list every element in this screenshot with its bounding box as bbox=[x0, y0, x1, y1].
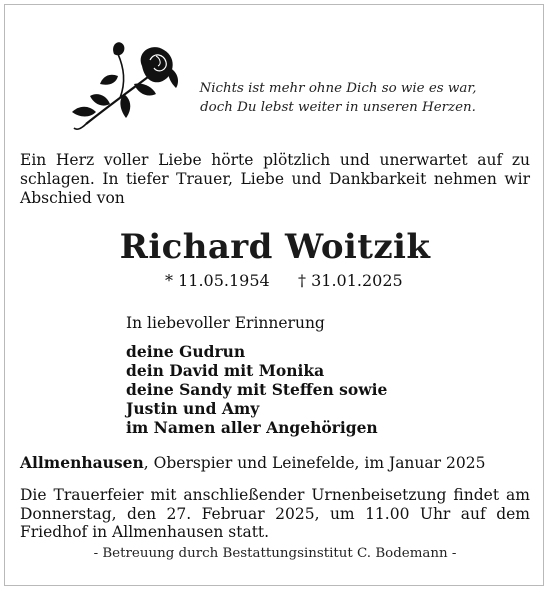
death-date: † 31.01.2025 bbox=[298, 271, 403, 290]
quote-line-2: doch Du lebst weiter in unseren Herzen. bbox=[200, 100, 476, 115]
intro-text: Ein Herz voller Liebe hörte plötzlich und unerwartet auf zu schlagen. In tiefer Trauer, Liebe und Dankbarkeit nehmen wir Abschied von bbox=[20, 151, 530, 207]
birth-date: * 11.05.1954 bbox=[165, 271, 270, 290]
undertaker-line: - Betreuung durch Bestattungsinstitut C. Bodemann - bbox=[93, 546, 457, 561]
family-member: Justin und Amy bbox=[126, 399, 260, 418]
ceremony-info: Die Trauerfeier mit anschließender Urnenbeisetzung findet am Donnerstag, den 27. Februar 2025, um 11.00 Uhr auf dem Friedhof in Allmenhausen statt. bbox=[20, 486, 530, 541]
place-town: Allmenhausen bbox=[20, 453, 144, 472]
memory-line: In liebevoller Erinnerung bbox=[126, 314, 325, 332]
place-date-line bbox=[20, 453, 485, 472]
family-member: dein David mit Monika bbox=[126, 361, 325, 380]
deceased-name: Richard Woitzik bbox=[119, 227, 431, 267]
family-member: deine Gudrun bbox=[126, 342, 246, 361]
quote-line-1: Nichts ist mehr ohne Dich so wie es war, bbox=[199, 81, 477, 96]
rose-icon bbox=[66, 38, 184, 134]
family-member: im Namen aller Angehörigen bbox=[126, 418, 378, 437]
family-member: deine Sandy mit Steffen sowie bbox=[126, 380, 388, 399]
place-rest: , Oberspier und Leinefelde, im Januar 2025 bbox=[143, 454, 486, 472]
family-list bbox=[126, 342, 387, 437]
memorial-quote bbox=[188, 79, 488, 117]
